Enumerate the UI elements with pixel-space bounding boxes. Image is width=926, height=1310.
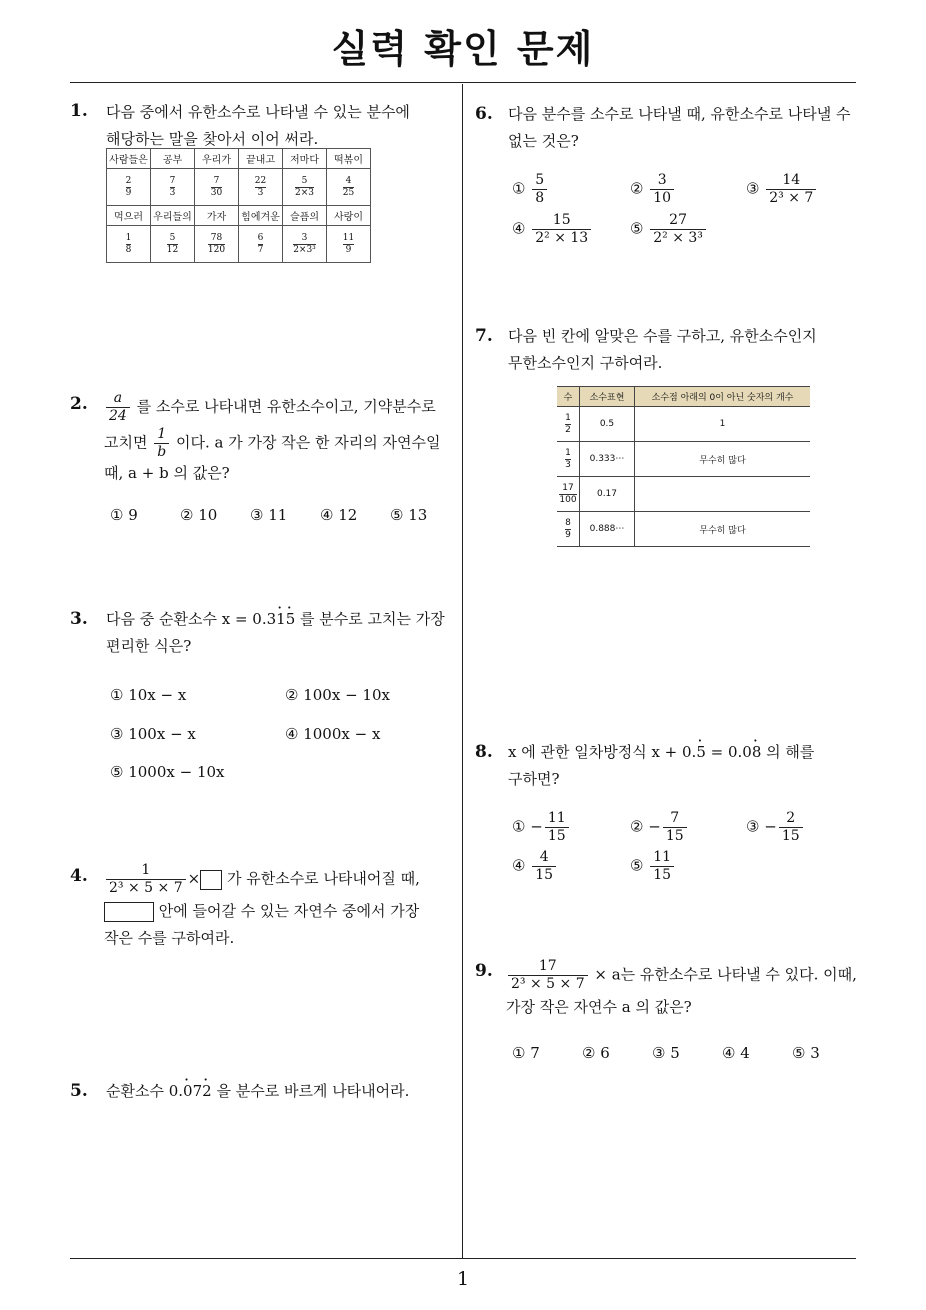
repeating-digit: 8 · xyxy=(752,739,762,766)
question-line: 해당하는 말을 찾아서 이어 써라. xyxy=(106,130,319,148)
choice-2[interactable]: ② 100x − 10x xyxy=(285,686,390,704)
choice-3[interactable]: ③ 100x − x xyxy=(110,725,196,743)
question-line: 가 유한소수로 나타내어질 때, xyxy=(226,869,420,888)
table-cell: $\frac{7}{3}$ xyxy=(151,169,195,206)
question-text xyxy=(506,958,866,1021)
question-number: 7. xyxy=(475,326,493,346)
question-line: 편리한 식은? xyxy=(106,637,192,655)
table-cell: 끝내고 xyxy=(239,149,283,169)
table-cell: $\frac{1}{3}$ xyxy=(557,442,580,477)
choice-2[interactable]: ② 6 xyxy=(582,1044,610,1062)
question-line: 작은 수를 구하여라. xyxy=(104,929,235,947)
question-line: 무한소수인지 구하여라. xyxy=(508,354,663,372)
table-row xyxy=(557,477,810,512)
question-number: 3. xyxy=(70,609,88,629)
choice-1[interactable]: ① − $\frac{11}{15}$ xyxy=(512,810,571,845)
choice-2[interactable]: ② $\frac{3}{10}$ xyxy=(630,172,676,207)
top-rule xyxy=(70,82,856,83)
choice-4[interactable]: ④ $\frac{4}{15}$ xyxy=(512,849,558,884)
choice-3[interactable]: ③ − $\frac{2}{15}$ xyxy=(746,810,805,845)
question-text xyxy=(508,101,850,155)
question-line: 을 분수로 바르게 나타내어라. xyxy=(211,1082,410,1100)
table-cell: 사랑이 xyxy=(327,206,371,226)
question-line: 고치면 xyxy=(104,433,148,452)
repeating-digit: 0 · xyxy=(183,1078,193,1105)
table-cell: $\frac{7}{30}$ xyxy=(195,169,239,206)
blank-box xyxy=(200,870,222,890)
question-line: 다음 분수를 소수로 나타낼 때, 유한소수로 나타낼 수 xyxy=(508,105,851,123)
table-cell: $\frac{22}{3}$ xyxy=(239,169,283,206)
choice-4[interactable]: ④ 1000x − x xyxy=(285,725,381,743)
table-cell: 가자 xyxy=(195,206,239,226)
question-line: 안에 들어갈 수 있는 자연수 중에서 가장 xyxy=(158,902,420,920)
table-cell: 1 xyxy=(635,407,811,442)
choice-5[interactable]: ⑤ 1000x − 10x xyxy=(110,763,225,781)
table-cell: 먹으러 xyxy=(107,206,151,226)
question-line: 의 해를 xyxy=(761,743,815,761)
table-cell: 무수히 많다 xyxy=(635,512,811,547)
question-line: 다음 빈 칸에 알맞은 수를 구하고, 유한소수인지 xyxy=(508,327,817,345)
table-cell: $\frac{2}{9}$ xyxy=(107,169,151,206)
repeating-digit: 5 · xyxy=(696,739,706,766)
question-number: 6. xyxy=(475,104,493,124)
question-number: 2. xyxy=(70,394,88,414)
question-number: 9. xyxy=(475,961,493,981)
choice-1[interactable]: ① 10x − x xyxy=(110,686,187,704)
fraction: $\frac{a}{24}$ xyxy=(106,390,130,425)
question-line: 없는 것은? xyxy=(508,132,579,150)
question-line: 순환소수 0. xyxy=(106,1082,184,1100)
table-cell: 무수히 많다 xyxy=(635,442,811,477)
repeating-digit: 2 · xyxy=(202,1078,212,1105)
choice-3[interactable]: ③ 11 xyxy=(250,506,288,524)
table-cell: 떡볶이 xyxy=(327,149,371,169)
table-cell: $\frac{8}{9}$ xyxy=(557,512,580,547)
question-text xyxy=(106,1078,409,1105)
table-cell: $\frac{1}{8}$ xyxy=(107,226,151,263)
table-cell: 0.5 xyxy=(580,407,635,442)
page-title: 실력 확인 문제 xyxy=(331,27,595,71)
table-cell xyxy=(635,477,811,512)
choice-5[interactable]: ⑤ 3 xyxy=(792,1044,820,1062)
choice-1[interactable]: ① $\frac{5}{8}$ xyxy=(512,172,549,207)
question-text xyxy=(106,99,410,153)
question-line: = 0.0 xyxy=(705,743,752,761)
table-cell: $\frac{5}{12}$ xyxy=(151,226,195,263)
question-line: 때, a + b 의 값은? xyxy=(104,464,230,482)
table-cell: 0.333⋯ xyxy=(580,442,635,477)
choice-5[interactable]: ⑤ $\frac{27}{\text{2² × 3³}}$ xyxy=(630,212,708,247)
question-text xyxy=(104,862,454,952)
fraction: $\frac{1}{\text{2³ × 5 × 7}}$ xyxy=(106,862,186,897)
fraction: $\frac{1}{b}$ xyxy=(154,426,169,461)
choice-3[interactable]: ③ $\frac{14}{\text{2³ × 7}}$ xyxy=(746,172,818,207)
table-cell: $\frac{4}{25}$ xyxy=(327,169,371,206)
question-number: 4. xyxy=(70,866,88,886)
choice-2[interactable]: ② − $\frac{7}{15}$ xyxy=(630,810,689,845)
page-number: 1 xyxy=(456,1268,470,1290)
table-cell: 0.17 xyxy=(580,477,635,512)
choice-3[interactable]: ③ 5 xyxy=(652,1044,680,1062)
decimal-table xyxy=(557,386,810,547)
bottom-rule xyxy=(70,1258,856,1259)
table-cell: 슬픔의 xyxy=(283,206,327,226)
question-line: 구하면? xyxy=(508,770,560,788)
repeating-digit: 1 · xyxy=(276,606,286,633)
choice-5[interactable]: ⑤ 13 xyxy=(390,506,428,524)
table-row xyxy=(107,149,371,169)
question-line: 를 분수로 고치는 가장 xyxy=(295,610,445,628)
question-line: 가장 작은 자연수 a 의 값은? xyxy=(506,998,692,1016)
choice-4[interactable]: ④ 12 xyxy=(320,506,358,524)
table-cell: 공부 xyxy=(151,149,195,169)
question-number: 8. xyxy=(475,742,493,762)
table-cell: 사람들은 xyxy=(107,149,151,169)
table-cell: $\frac{5}{2\times 3}$ xyxy=(283,169,327,206)
table-cell: $\frac{11}{9}$ xyxy=(327,226,371,263)
word-fraction-table xyxy=(106,148,371,263)
column-divider xyxy=(462,84,463,1258)
table-cell: 우리들의 xyxy=(151,206,195,226)
question-text xyxy=(508,739,814,793)
question-line: 다음 중에서 유한소수로 나타낼 수 있는 분수에 xyxy=(106,103,410,121)
question-text xyxy=(104,390,454,487)
table-row xyxy=(557,442,810,477)
table-row xyxy=(557,407,810,442)
table-cell: 저마다 xyxy=(283,149,327,169)
table-row xyxy=(107,226,371,263)
table-cell: 0.888⋯ xyxy=(580,512,635,547)
question-line: × a는 유한소수로 나타낼 수 있다. 이때, xyxy=(594,965,857,984)
fraction: $\frac{17}{\text{2³ × 5 × 7}}$ xyxy=(508,958,588,993)
question-line: 7 xyxy=(192,1082,203,1100)
table-header: 소수표현 xyxy=(580,387,635,407)
choice-1[interactable]: ① 7 xyxy=(512,1044,540,1062)
table-cell: 우리가 xyxy=(195,149,239,169)
table-cell: $\frac{1}{2}$ xyxy=(557,407,580,442)
table-cell: 힘에겨운 xyxy=(239,206,283,226)
table-cell: $\frac{17}{100}$ xyxy=(557,477,580,512)
table-cell: $\frac{78}{120}$ xyxy=(195,226,239,263)
table-row xyxy=(107,169,371,206)
table-cell: $\frac{3}{\text{2×3³}}$ xyxy=(283,226,327,263)
question-line: x 에 관한 일차방정식 x + 0. xyxy=(508,743,697,761)
question-line: 다음 중 순환소수 x = 0.3 xyxy=(106,610,277,628)
choice-5[interactable]: ⑤ $\frac{11}{15}$ xyxy=(630,849,676,884)
table-cell: $\frac{6}{7}$ xyxy=(239,226,283,263)
question-text xyxy=(508,323,817,377)
table-header: 수 xyxy=(557,387,580,407)
table-header: 소수점 아래의 0이 아닌 숫자의 개수 xyxy=(635,387,811,407)
choice-4[interactable]: ④ $\frac{15}{\text{2² × 13}}$ xyxy=(512,212,593,247)
question-number: 5. xyxy=(70,1081,88,1101)
question-line: 를 소수로 나타내면 유한소수이고, 기약분수로 xyxy=(136,397,436,416)
question-number: 1. xyxy=(70,101,88,121)
choice-4[interactable]: ④ 4 xyxy=(722,1044,750,1062)
blank-box xyxy=(104,902,154,922)
question-text xyxy=(106,606,445,660)
choice-2[interactable]: ② 10 xyxy=(180,506,218,524)
table-row xyxy=(557,512,810,547)
question-line: 이다. a 가 가장 작은 한 자리의 자연수일 xyxy=(176,433,441,452)
times-sign: × xyxy=(187,869,201,888)
table-row xyxy=(107,206,371,226)
choice-1[interactable]: ① 9 xyxy=(110,506,138,524)
table-header-row xyxy=(557,387,810,407)
repeating-digit: 5 · xyxy=(286,606,296,633)
